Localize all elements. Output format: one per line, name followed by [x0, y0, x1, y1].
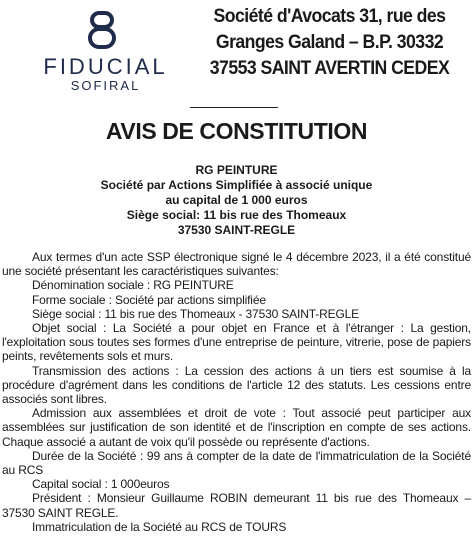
company-capital: au capital de 1 000 euros [165, 193, 308, 207]
firm-address-line-3: 37553 SAINT AVERTIN CEDEX [209, 58, 450, 79]
paragraph-legal-form: Forme sociale : Société par actions simplifiée [32, 292, 266, 307]
paragraph-denomination: Dénomination sociale : RG PEINTURE [32, 278, 234, 293]
notice-title: AVIS DE CONSTITUTION [105, 118, 368, 144]
paragraph-capital: Capital social : 1 000euros [32, 477, 170, 492]
company-seat: Siège social: 11 bis rue des Thomeaux [126, 208, 347, 222]
notice-header [0, 0, 473, 100]
separator-rule [190, 107, 278, 108]
company-form: Société par Actions Simplifiée à associé unique [100, 178, 373, 192]
paragraph-duration: Durée de la Société : 99 ans à compter de la date de l'immatriculation de la Société au RCS [2, 448, 471, 478]
paragraph-intro: Aux termes d'un acte SSP électronique signé le 4 décembre 2023, il a été constitué une société présentant les caractéristiques suivantes: [2, 250, 471, 279]
firm-address [202, 4, 458, 82]
fiducial-logo-mark-icon [83, 10, 121, 50]
fiducial-logo [28, 10, 178, 93]
company-summary [40, 163, 433, 238]
company-city: 37530 SAINT-REGLE [177, 223, 296, 237]
paragraph-president: Président : Monsieur Guillaume ROBIN demeurant 11 bis rue des Thomeaux – 37530 SAINT REGLE. [2, 491, 471, 520]
logo-subname: SOFIRAL [70, 78, 141, 93]
paragraph-purpose: Objet social : La Société a pour objet en France et à l'étranger : La gestion, l'exploitation sous toutes ses formes d'une entreprise de peinture, vitrerie, pose de papiers peints, revêtements sols et murs. [2, 321, 471, 364]
paragraph-meetings-voting: Admission aux assemblées et droit de vote : Tout associé peut participer aux assemblées sur justification de son identité et de l'inscription en compte de ses actions. Chaque associé a autant de voix qu'il possède ou représente d'actions. [2, 406, 471, 449]
notice-body [2, 250, 471, 534]
firm-address-line-2: Granges Galand – B.P. 30332 [215, 32, 444, 53]
paragraph-registration: Immatriculation de la Société au RCS de TOURS [32, 519, 287, 534]
paragraph-seat: Siège social : 11 bis rue des Thomeaux - 37530 SAINT-REGLE [32, 306, 360, 321]
company-name: RG PEINTURE [195, 163, 278, 177]
paragraph-share-transfer: Transmission des actions : La cession des actions à un tiers est soumise à la procédure d'agrément dans les conditions de l'article 12 des statuts. Les cessions entre associés sont libres. [2, 363, 471, 407]
firm-address-line-1: Société d'Avocats 31, rue des [213, 6, 446, 27]
logo-name: FIDUCIAL [43, 54, 168, 79]
